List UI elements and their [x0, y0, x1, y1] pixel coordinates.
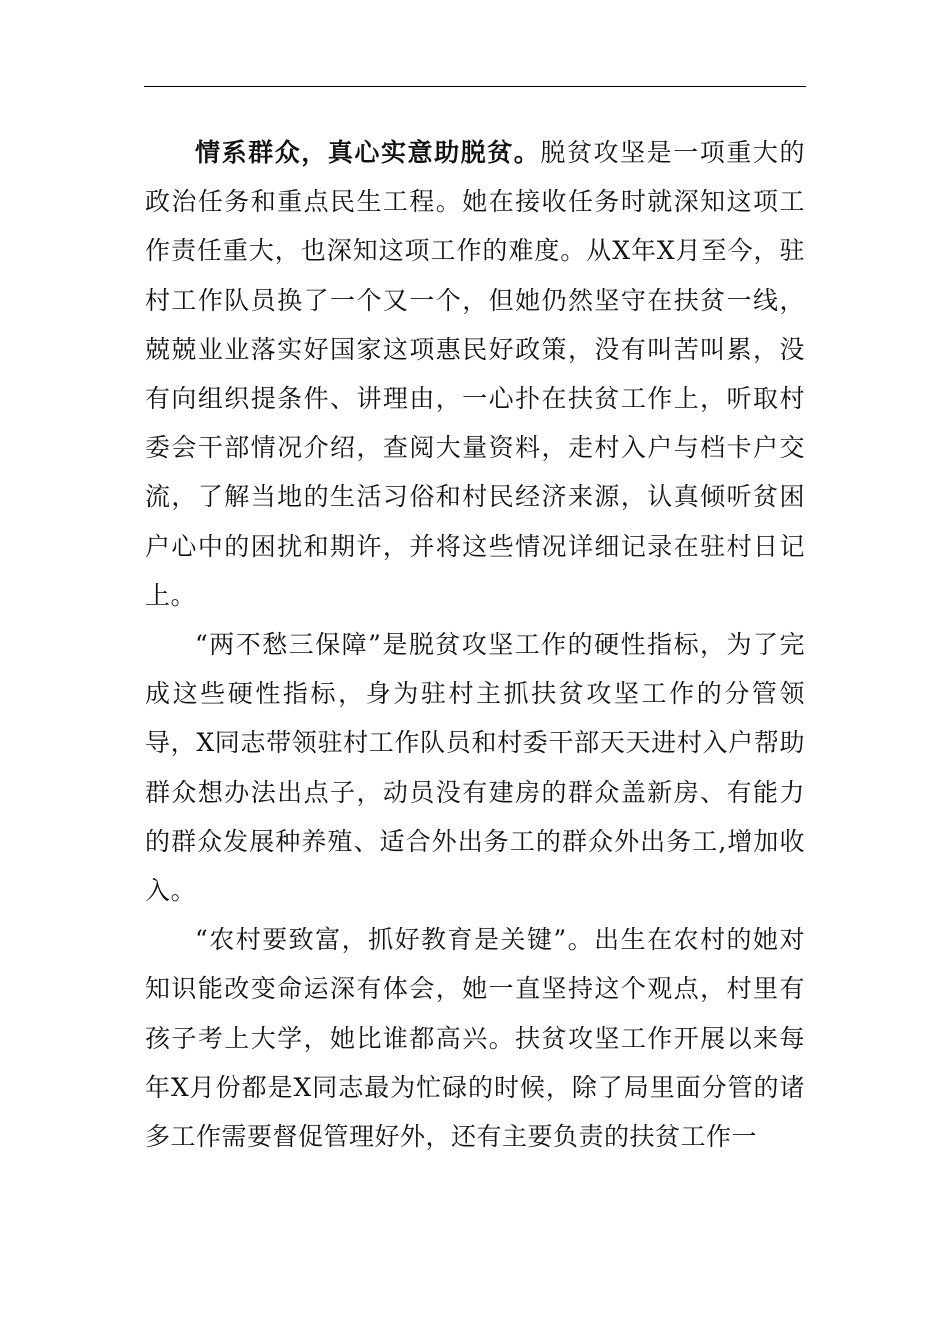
- paragraph-2: [145, 620, 805, 915]
- paragraph-2-text: “两不愁三保障”是脱贫攻坚工作的硬性指标，为了完成这些硬性指标，身为驻村主抓扶贫攻坚工作的分管领导，X同志带领驻村工作队员和村委干部天天进村入户帮助群众想办法出点子，动员没有建房的群众盖新房、有能力的群众发展种养殖、适合外出务工的群众外出务工,增加收入。: [145, 630, 805, 906]
- paragraph-1-text: 脱贫攻坚是一项重大的政治任务和重点民生工程。她在接收任务时就深知这项工作责任重大，也深知这项工作的难度。从X年X月至今，驻村工作队员换了一个又一个，但她仍然坚守在扶贫一线，兢兢业业落实好国家这项惠民好政策，没有叫苦叫累，没有向组织提条件、讲理由，一心扑在扶贫工作上，听取村委会干部情况介绍，查阅大量资料，走村入户与档卡户交流，了解当地的生活习俗和村民经济来源，认真倾听贫困户心中的困扰和期许，并将这些情况详细记录在驻村日记上。: [145, 138, 805, 610]
- paragraph-3-text: “农村要致富，抓好教育是关键”。出生在农村的她对知识能改变命运深有体会，她一直坚持这个观点，村里有孩子考上大学，她比谁都高兴。扶贫攻坚工作开展以来每年X月份都是X同志最为忙碌的时候，除了局里面分管的诸多工作需要督促管理好外，还有主要负责的扶贫工作一: [145, 925, 805, 1152]
- document-body: [145, 128, 805, 1161]
- paragraph-1: [145, 128, 805, 620]
- paragraph-3: [145, 915, 805, 1161]
- paragraph-1-lead: 情系群众，真心实意助脱贫。: [195, 138, 541, 167]
- header-rule: [144, 86, 806, 87]
